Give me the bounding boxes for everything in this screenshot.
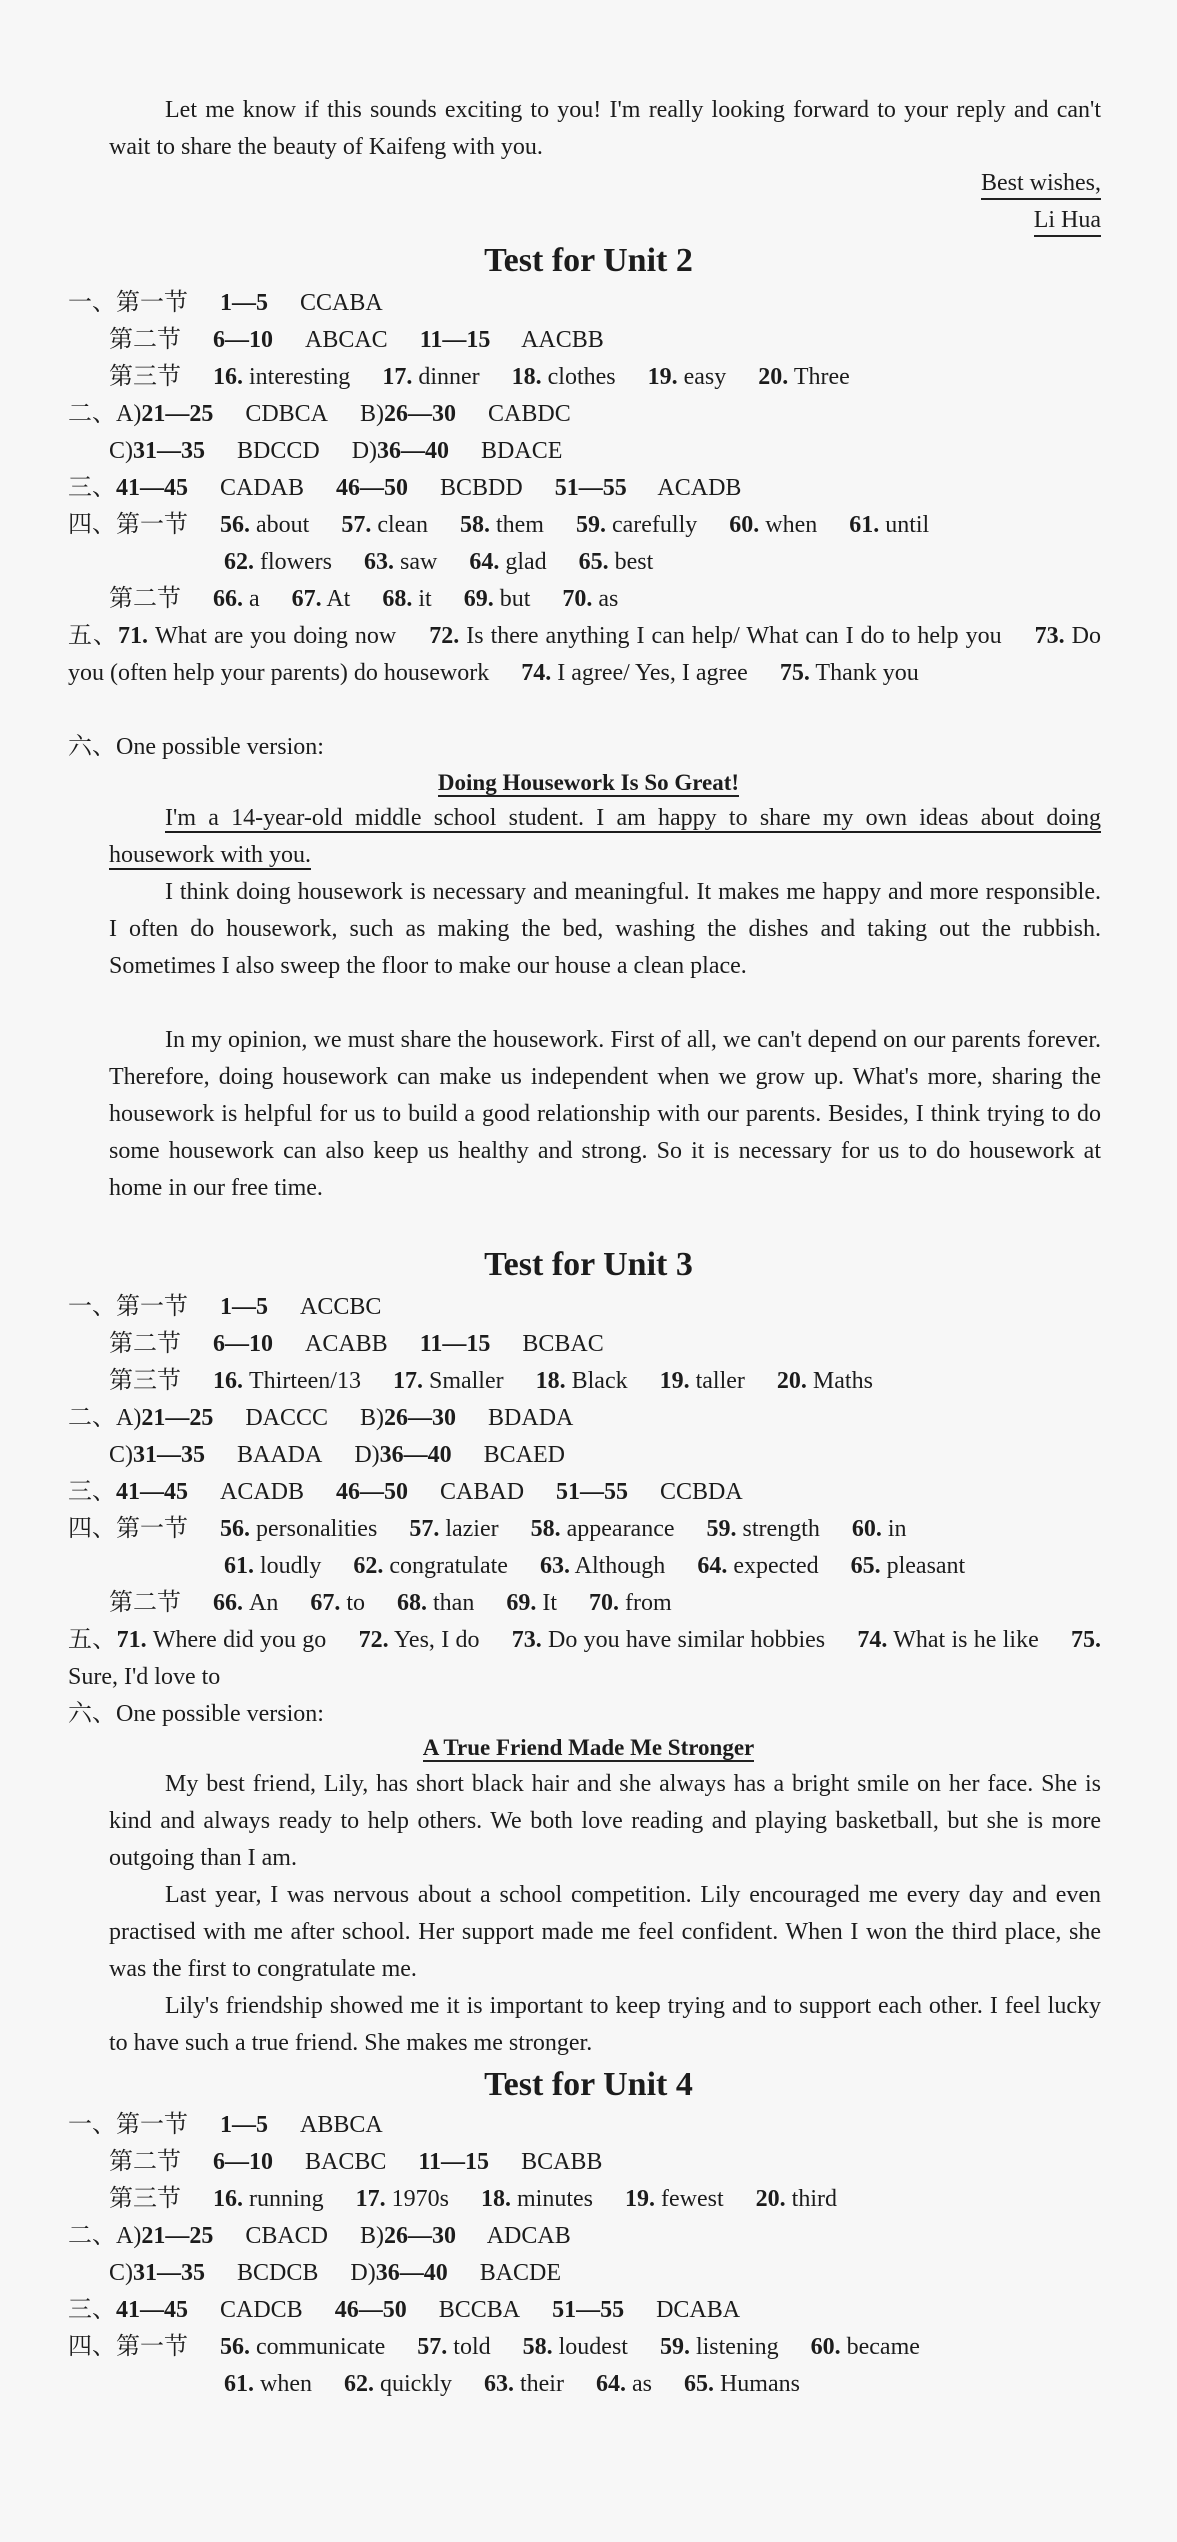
item-number: 67. bbox=[310, 1590, 341, 1616]
answers: AACBB bbox=[521, 327, 604, 353]
item-number: 57. bbox=[341, 512, 372, 538]
letter-signature: Li Hua bbox=[1034, 205, 1101, 237]
section-prefix: 二、A) bbox=[68, 1405, 142, 1431]
item-answer: running bbox=[249, 2186, 324, 2212]
item-answer: to bbox=[346, 1590, 366, 1616]
answers: CCBDA bbox=[660, 1479, 743, 1505]
item-number: 61. bbox=[224, 2371, 254, 2397]
section-prefix: 第二节 bbox=[109, 586, 181, 612]
unit3-essay-paragraph-1: My best friend, Lily, has short black hair and she always has a bright smile on her face. She is kind and always ready to help others. We both love reading and playing basketball, but she is more outgoing than I am. bbox=[109, 1771, 1101, 1871]
item-number: 64. bbox=[697, 1553, 728, 1579]
item-number: 57. bbox=[417, 2334, 448, 2360]
range: 11—15 bbox=[419, 1331, 491, 1357]
range: 41—45 bbox=[116, 475, 188, 501]
range: 6—10 bbox=[213, 327, 273, 353]
item-answer: them bbox=[495, 512, 544, 538]
range: 46—50 bbox=[334, 2297, 407, 2323]
section-prefix: 一、第一节 bbox=[68, 1294, 188, 1320]
item-number: 56. bbox=[220, 2334, 250, 2360]
item-number: 18. bbox=[511, 364, 542, 390]
item-number: 70. bbox=[562, 586, 593, 612]
item-answer: Sure, I'd love to bbox=[68, 1664, 221, 1690]
unit4-row-5 bbox=[109, 2255, 561, 2292]
item-number: 17. bbox=[382, 364, 413, 390]
section-prefix: B) bbox=[360, 401, 385, 427]
item-number: 69. bbox=[506, 1590, 537, 1616]
answers: ACCBC bbox=[300, 1294, 382, 1320]
range: 36—40 bbox=[375, 2260, 448, 2286]
section-prefix: 二、A) bbox=[68, 401, 142, 427]
item-number: 59. bbox=[706, 1516, 737, 1542]
unit3-essay-title bbox=[0, 1731, 1177, 1765]
unit2-row-2 bbox=[109, 322, 604, 359]
section-prefix: 第二节 bbox=[109, 2149, 181, 2175]
item-number: 65. bbox=[683, 2371, 714, 2397]
item-answer: when bbox=[765, 512, 818, 538]
item-number: 67. bbox=[291, 586, 322, 612]
section-prefix: 一、第一节 bbox=[68, 2112, 188, 2138]
version-label: One possible version: bbox=[116, 1701, 324, 1727]
item-number: 60. bbox=[810, 2334, 841, 2360]
item-answer: Is there anything I can help/ What can I do to help you bbox=[466, 623, 1002, 649]
section-prefix: 三、 bbox=[68, 475, 116, 501]
item-answer: strength bbox=[742, 1516, 820, 1542]
answers: ACABB bbox=[305, 1331, 388, 1357]
item-number: 75. bbox=[779, 660, 810, 686]
item-answer: congratulate bbox=[389, 1553, 508, 1579]
range: 11—15 bbox=[418, 2149, 490, 2175]
range: 51—55 bbox=[552, 2297, 625, 2323]
section-prefix: 五、 bbox=[68, 1627, 117, 1653]
unit2-row-1 bbox=[68, 285, 383, 322]
item-answer: loudest bbox=[558, 2334, 628, 2360]
item-number: 72. bbox=[358, 1627, 389, 1653]
unit2-row-8 bbox=[224, 544, 653, 581]
item-number: 64. bbox=[595, 2371, 626, 2397]
unit2-essay-paragraph-3: In my opinion, we must share the housework. First of all, we can't depend on our parents forever. Therefore, doing housework can make us independent when we grow up. What's more, sharing the housework is helpful for us to build a good relationship with our parents. Besides, I think trying to do some housework can also keep us healthy and strong. So it is necessary for us to do housework at home in our free time. bbox=[109, 1027, 1101, 1201]
answers: BAADA bbox=[237, 1442, 323, 1468]
answers: BCBDD bbox=[440, 475, 523, 501]
range: 36—40 bbox=[379, 1442, 452, 1468]
item-answer: appearance bbox=[566, 1516, 675, 1542]
item-answer: fewest bbox=[661, 2186, 724, 2212]
section-prefix: 四、第一节 bbox=[68, 1516, 188, 1542]
range: 41—45 bbox=[116, 2297, 188, 2323]
item-answer: third bbox=[791, 2186, 837, 2212]
answers: CBACD bbox=[245, 2223, 329, 2249]
item-number: 16. bbox=[213, 2186, 243, 2212]
version-label: One possible version: bbox=[116, 734, 324, 760]
item-number: 16. bbox=[213, 1368, 243, 1394]
letter-closing-paragraph: Let me know if this sounds exciting to you! I'm really looking forward to your reply and can't wait to share the beauty of Kaifeng with you. bbox=[109, 97, 1101, 160]
answers: CABAD bbox=[440, 1479, 525, 1505]
item-answer: Three bbox=[793, 364, 850, 390]
item-number: 19. bbox=[647, 364, 678, 390]
answers: CADAB bbox=[220, 475, 305, 501]
item-number: 63. bbox=[483, 2371, 514, 2397]
item-answer: Thirteen/13 bbox=[249, 1368, 361, 1394]
item-answer: 1970s bbox=[391, 2186, 450, 2212]
range: 41—45 bbox=[116, 1479, 188, 1505]
item-answer: Yes, I do bbox=[393, 1627, 480, 1653]
item-answer: Do you have similar hobbies bbox=[548, 1627, 826, 1653]
unit2-essay-paragraph-2: I think doing housework is necessary and meaningful. It makes me happy and more responsible. I often do housework, such as making the bed, washing the dishes and taking out the rubbish. Sometimes I also sweep the floor to make our house a clean place. bbox=[109, 879, 1101, 979]
item-number: 63. bbox=[539, 1553, 570, 1579]
section-prefix: B) bbox=[360, 2223, 385, 2249]
item-answer: as bbox=[631, 2371, 652, 2397]
item-answer: became bbox=[846, 2334, 920, 2360]
answers: ADCAB bbox=[486, 2223, 571, 2249]
section-prefix: 第三节 bbox=[109, 364, 181, 390]
section-prefix: 第三节 bbox=[109, 1368, 181, 1394]
range: 46—50 bbox=[336, 1479, 409, 1505]
item-answer: What are you doing now bbox=[155, 623, 397, 649]
answers: BACDE bbox=[479, 2260, 562, 2286]
item-number: 65. bbox=[578, 549, 609, 575]
range: 11—15 bbox=[419, 327, 491, 353]
section-prefix: C) bbox=[109, 438, 133, 464]
section-prefix: 二、A) bbox=[68, 2223, 142, 2249]
range: 21—25 bbox=[141, 1405, 214, 1431]
item-answer: Do you (often help your parents) do housework bbox=[68, 623, 1101, 686]
unit2-essay-title bbox=[0, 766, 1177, 800]
item-number: 57. bbox=[409, 1516, 440, 1542]
unit4-row-8 bbox=[224, 2366, 800, 2403]
item-answer: At bbox=[326, 586, 351, 612]
item-number: 68. bbox=[397, 1590, 428, 1616]
item-answer: Smaller bbox=[428, 1368, 504, 1394]
item-number: 73. bbox=[511, 1627, 542, 1653]
item-number: 62. bbox=[224, 549, 254, 575]
item-number: 74. bbox=[857, 1627, 888, 1653]
section-prefix: D) bbox=[354, 1442, 380, 1468]
unit3-title: Test for Unit 3 bbox=[484, 1246, 693, 1283]
unit4-row-2 bbox=[109, 2144, 602, 2181]
item-answer: about bbox=[256, 512, 310, 538]
range: 1—5 bbox=[220, 290, 268, 316]
section-prefix: 第三节 bbox=[109, 2186, 181, 2212]
section-prefix: 一、第一节 bbox=[68, 290, 188, 316]
section-prefix: 四、第一节 bbox=[68, 2334, 188, 2360]
item-answer: Humans bbox=[719, 2371, 800, 2397]
range: 1—5 bbox=[220, 2112, 268, 2138]
item-number: 19. bbox=[659, 1368, 690, 1394]
essay-title-text: Doing Housework Is So Great! bbox=[437, 770, 740, 795]
item-number: 58. bbox=[522, 2334, 553, 2360]
unit4-row-3 bbox=[109, 2181, 837, 2218]
item-answer: easy bbox=[683, 364, 727, 390]
section-prefix: 第二节 bbox=[109, 1331, 181, 1357]
section-prefix: C) bbox=[109, 2260, 133, 2286]
item-number: 66. bbox=[213, 1590, 243, 1616]
unit4-title: Test for Unit 4 bbox=[484, 2066, 693, 2103]
unit2-row-4 bbox=[68, 396, 571, 433]
section-prefix: 六、 bbox=[68, 1701, 116, 1727]
item-number: 70. bbox=[589, 1590, 620, 1616]
unit4-row-1 bbox=[68, 2107, 383, 2144]
section-prefix: B) bbox=[360, 1405, 385, 1431]
item-number: 73. bbox=[1034, 623, 1065, 649]
item-number: 64. bbox=[469, 549, 500, 575]
item-answer: expected bbox=[733, 1553, 819, 1579]
answers: BCCBA bbox=[438, 2297, 521, 2323]
item-answer: but bbox=[499, 586, 531, 612]
item-number: 18. bbox=[481, 2186, 512, 2212]
unit3-essay-paragraph-2: Last year, I was nervous about a school competition. Lily encouraged me every day and even practised with me after school. Her support made me feel confident. When I won the third place, she was the first to congratulate me. bbox=[109, 1882, 1101, 1982]
item-number: 63. bbox=[363, 549, 394, 575]
item-answer: in bbox=[887, 1516, 907, 1542]
item-answer: minutes bbox=[517, 2186, 594, 2212]
answers: ABCAC bbox=[305, 327, 388, 353]
unit2-row-3 bbox=[109, 359, 850, 396]
range: 31—35 bbox=[133, 1442, 205, 1468]
unit2-row-11 bbox=[68, 729, 324, 766]
answers: DCABA bbox=[656, 2297, 741, 2323]
item-answer: Thank you bbox=[815, 660, 919, 686]
unit2-row-5 bbox=[109, 433, 562, 470]
item-answer: lazier bbox=[445, 1516, 499, 1542]
unit2-row-10 bbox=[68, 618, 1101, 692]
item-number: 56. bbox=[220, 512, 250, 538]
item-number: 74. bbox=[521, 660, 552, 686]
item-answer: told bbox=[453, 2334, 491, 2360]
unit2-row-9 bbox=[109, 581, 618, 618]
unit3-row-6 bbox=[68, 1474, 743, 1511]
unit3-row-8 bbox=[224, 1548, 965, 1585]
section-prefix: C) bbox=[109, 1442, 133, 1468]
answers: CADCB bbox=[220, 2297, 303, 2323]
item-answer: It bbox=[542, 1590, 558, 1616]
section-prefix: 五、 bbox=[68, 623, 118, 649]
item-number: 16. bbox=[213, 364, 243, 390]
answers: CCABA bbox=[300, 290, 383, 316]
section-prefix: 三、 bbox=[68, 2297, 116, 2323]
section-prefix: 三、 bbox=[68, 1479, 116, 1505]
range: 31—35 bbox=[133, 438, 205, 464]
section-prefix: 第二节 bbox=[109, 327, 181, 353]
item-answer: carefully bbox=[611, 512, 698, 538]
item-number: 58. bbox=[530, 1516, 561, 1542]
item-answer: Where did you go bbox=[152, 1627, 327, 1653]
range: 46—50 bbox=[336, 475, 409, 501]
range: 26—30 bbox=[384, 401, 457, 427]
item-answer: their bbox=[519, 2371, 564, 2397]
unit3-row-2 bbox=[109, 1326, 604, 1363]
item-number: 17. bbox=[392, 1368, 423, 1394]
item-answer: a bbox=[249, 586, 260, 612]
item-answer: than bbox=[433, 1590, 475, 1616]
item-answer: Maths bbox=[812, 1368, 873, 1394]
unit3-row-5 bbox=[109, 1437, 565, 1474]
unit3-row-9 bbox=[109, 1585, 672, 1622]
answers: BCBAC bbox=[522, 1331, 604, 1357]
item-answer: personalities bbox=[256, 1516, 378, 1542]
item-number: 68. bbox=[382, 586, 413, 612]
section-prefix: 四、第一节 bbox=[68, 512, 188, 538]
item-answer: I agree/ Yes, I agree bbox=[557, 660, 748, 686]
answers: BACBC bbox=[305, 2149, 387, 2175]
answers: BDCCD bbox=[237, 438, 320, 464]
item-answer: glad bbox=[505, 549, 547, 575]
range: 26—30 bbox=[384, 1405, 457, 1431]
range: 6—10 bbox=[213, 2149, 273, 2175]
item-number: 62. bbox=[343, 2371, 374, 2397]
item-answer: clothes bbox=[547, 364, 616, 390]
unit3-row-7 bbox=[68, 1511, 907, 1548]
unit3-row-1 bbox=[68, 1289, 381, 1326]
item-number: 19. bbox=[625, 2186, 656, 2212]
item-answer: flowers bbox=[260, 549, 332, 575]
item-number: 18. bbox=[535, 1368, 566, 1394]
item-number: 59. bbox=[659, 2334, 690, 2360]
unit3-row-4 bbox=[68, 1400, 573, 1437]
item-number: 62. bbox=[353, 1553, 384, 1579]
answers: ACADB bbox=[220, 1479, 305, 1505]
range: 31—35 bbox=[133, 2260, 205, 2286]
unit2-row-7 bbox=[68, 507, 929, 544]
item-answer: dinner bbox=[418, 364, 480, 390]
answers: BCAED bbox=[483, 1442, 566, 1468]
range: 26—30 bbox=[384, 2223, 457, 2249]
item-answer: communicate bbox=[256, 2334, 386, 2360]
unit4-row-7 bbox=[68, 2329, 920, 2366]
item-number: 61. bbox=[224, 1553, 254, 1579]
range: 6—10 bbox=[213, 1331, 273, 1357]
answers: DACCC bbox=[245, 1405, 329, 1431]
item-number: 20. bbox=[758, 364, 789, 390]
range: 21—25 bbox=[141, 401, 214, 427]
item-number: 17. bbox=[355, 2186, 386, 2212]
item-answer: listening bbox=[695, 2334, 779, 2360]
range: 1—5 bbox=[220, 1294, 268, 1320]
item-number: 60. bbox=[729, 512, 760, 538]
item-answer: loudly bbox=[260, 1553, 322, 1579]
section-prefix: 第二节 bbox=[109, 1590, 181, 1616]
range: 51—55 bbox=[556, 1479, 629, 1505]
item-answer: as bbox=[598, 586, 619, 612]
item-answer: until bbox=[885, 512, 930, 538]
item-number: 65. bbox=[850, 1553, 881, 1579]
section-prefix: 六、 bbox=[68, 734, 116, 760]
unit2-row-6 bbox=[68, 470, 741, 507]
answers: BCABB bbox=[521, 2149, 603, 2175]
unit3-row-10 bbox=[68, 1622, 1101, 1696]
unit3-row-11 bbox=[68, 1696, 324, 1733]
item-answer: An bbox=[249, 1590, 279, 1616]
item-number: 60. bbox=[851, 1516, 882, 1542]
essay-title-text: A True Friend Made Me Stronger bbox=[422, 1735, 755, 1760]
range: 36—40 bbox=[377, 438, 450, 464]
item-answer: taller bbox=[695, 1368, 745, 1394]
range: 51—55 bbox=[554, 475, 627, 501]
answers: CDBCA bbox=[245, 401, 329, 427]
item-number: 69. bbox=[463, 586, 494, 612]
item-answer: best bbox=[614, 549, 654, 575]
item-answer: What is he like bbox=[893, 1627, 1039, 1653]
item-answer: Black bbox=[571, 1368, 628, 1394]
item-answer: interesting bbox=[249, 364, 351, 390]
answers: BDADA bbox=[488, 1405, 574, 1431]
answers: BDACE bbox=[481, 438, 563, 464]
unit2-title: Test for Unit 2 bbox=[484, 242, 693, 279]
item-answer: it bbox=[418, 586, 432, 612]
answers: ACADB bbox=[657, 475, 742, 501]
item-answer: clean bbox=[377, 512, 428, 538]
unit3-row-3 bbox=[109, 1363, 873, 1400]
item-number: 72. bbox=[429, 623, 460, 649]
unit4-row-6 bbox=[68, 2292, 740, 2329]
section-prefix: D) bbox=[350, 2260, 376, 2286]
item-number: 20. bbox=[776, 1368, 807, 1394]
unit3-essay-paragraph-3: Lily's friendship showed me it is important to keep trying and to support each other. I feel lucky to have such a true friend. She makes me stronger. bbox=[109, 1993, 1101, 2056]
item-number: 71. bbox=[118, 623, 148, 649]
answers: CABDC bbox=[488, 401, 571, 427]
item-number: 59. bbox=[575, 512, 606, 538]
letter-closing: Best wishes, bbox=[981, 168, 1101, 200]
item-number: 56. bbox=[220, 1516, 250, 1542]
unit4-row-4 bbox=[68, 2218, 571, 2255]
item-number: 61. bbox=[849, 512, 880, 538]
answers: BCDCB bbox=[237, 2260, 319, 2286]
item-answer: when bbox=[260, 2371, 312, 2397]
item-number: 75. bbox=[1071, 1627, 1101, 1653]
answers: ABBCA bbox=[300, 2112, 383, 2138]
item-number: 71. bbox=[116, 1627, 147, 1653]
item-answer: from bbox=[625, 1590, 672, 1616]
section-prefix: D) bbox=[351, 438, 378, 464]
item-answer: quickly bbox=[379, 2371, 452, 2397]
item-number: 66. bbox=[213, 586, 243, 612]
item-answer: Although bbox=[574, 1553, 666, 1579]
item-answer: saw bbox=[399, 549, 438, 575]
item-number: 58. bbox=[459, 512, 490, 538]
item-number: 20. bbox=[755, 2186, 786, 2212]
range: 21—25 bbox=[141, 2223, 214, 2249]
unit2-essay-paragraph-1: I'm a 14-year-old middle school student. I am happy to share my own ideas about doing housework with you. bbox=[109, 805, 1101, 868]
item-answer: pleasant bbox=[886, 1553, 966, 1579]
